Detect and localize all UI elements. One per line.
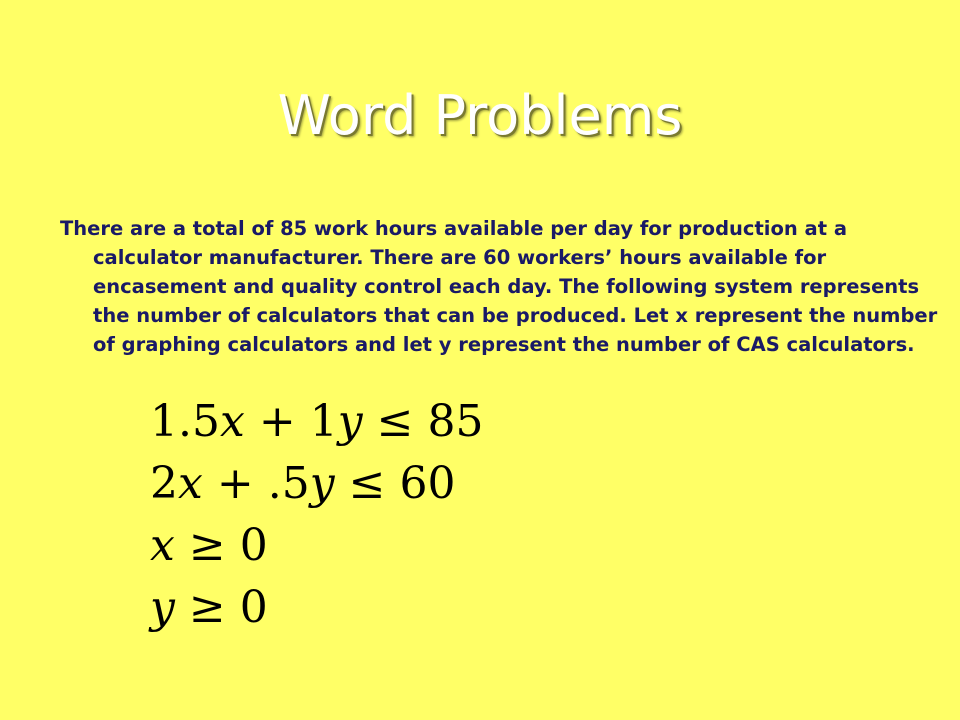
inequality-system (150, 392, 550, 640)
problem-paragraph: There are a total of 85 work hours available per day for production at a calculator manufacturer. There are 60 workers’ hours available for encasement and quality control each day. The following system represents the number of calculators that can be produced. Let x represent the number of graphing calculators and let y represent the number of CAS calculators. (60, 217, 938, 356)
inequality-4: y ≥ 0 (150, 582, 268, 633)
inequality-2: 2x + .5y ≤ 60 (150, 458, 456, 509)
variable-y: y (309, 458, 335, 509)
variable-y: y (337, 396, 363, 447)
inequality-1: 1.5x + 1y ≤ 85 (150, 396, 484, 447)
variable-x: x (178, 458, 203, 509)
inequality-3: x ≥ 0 (150, 520, 268, 571)
variable-y: y (150, 582, 175, 633)
variable-x: x (150, 520, 175, 571)
variable-x: x (220, 396, 245, 447)
slide-title: Word Problems (277, 84, 683, 147)
